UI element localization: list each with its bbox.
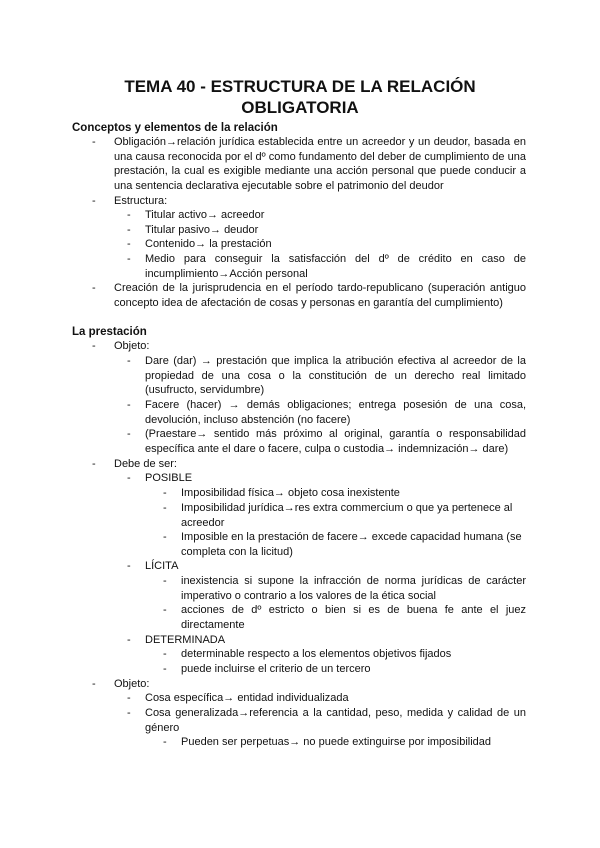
item-text: Objeto: bbox=[114, 678, 150, 690]
bullet-dash: - bbox=[163, 604, 167, 616]
list-item-objeto-2 bbox=[92, 677, 526, 692]
list-item-titular-pasivo bbox=[127, 223, 526, 238]
bullet-dash: - bbox=[92, 136, 96, 148]
bullet-dash: - bbox=[163, 736, 167, 748]
item-text: Imposible en la prestación de facere→ excede capacidad humana (se completa con la licitud) bbox=[181, 531, 522, 558]
item-text: Debe de ser: bbox=[114, 458, 177, 470]
list-item-perpetuas bbox=[163, 735, 526, 750]
bullet-dash: - bbox=[92, 195, 96, 207]
list-item-praestare bbox=[127, 427, 526, 456]
item-text: Medio para conseguir la satisfacción del dº de crédito en caso de incumplimiento→Acción personal bbox=[145, 253, 526, 280]
list-item-obligacion bbox=[92, 135, 526, 193]
list-item-creacion bbox=[92, 281, 526, 310]
item-text: Cosa generalizada→referencia a la cantidad, peso, medida y calidad de un género bbox=[145, 707, 526, 734]
list-item-imposibilidad-fisica bbox=[163, 486, 526, 501]
item-text: Facere (hacer) → demás obligaciones; entrega posesión de una cosa, devolución, incluso abstención (no facere) bbox=[145, 399, 526, 426]
item-text: Imposibilidad física→ objeto cosa inexistente bbox=[181, 487, 400, 499]
bullet-dash: - bbox=[127, 692, 131, 704]
list-item-medio bbox=[127, 252, 526, 281]
list-item-contenido bbox=[127, 237, 526, 252]
bullet-dash: - bbox=[127, 399, 131, 411]
item-text: LÍCITA bbox=[145, 560, 179, 572]
item-text: Dare (dar) → prestación que implica la atribución efectiva al acreedor de la propiedad de una cosa o la constitución de un derecho real limitado (usufructo, servidumbre) bbox=[145, 355, 526, 397]
item-text: Pueden ser perpetuas→ no puede extinguirse por imposibilidad bbox=[181, 736, 492, 748]
list-item-estructura bbox=[92, 194, 526, 209]
bullet-dash: - bbox=[127, 472, 131, 484]
list-item-licita bbox=[127, 559, 526, 574]
section-heading-conceptos: Conceptos y elementos de la relación bbox=[72, 122, 278, 134]
bullet-dash: - bbox=[127, 209, 131, 221]
list-item-criterio-tercero bbox=[163, 662, 526, 677]
bullet-dash: - bbox=[127, 634, 131, 646]
bullet-dash: - bbox=[92, 678, 96, 690]
list-item-facere bbox=[127, 398, 526, 427]
bullet-dash: - bbox=[163, 531, 167, 543]
list-item-posible bbox=[127, 471, 526, 486]
item-text: DETERMINADA bbox=[145, 634, 226, 646]
title-line-2: OBLIGATORIA bbox=[241, 98, 359, 117]
bullet-dash: - bbox=[127, 560, 131, 572]
bullet-dash: - bbox=[127, 238, 131, 250]
item-text: Obligación→relación jurídica establecida entre un acreedor y un deudor, basada en una causa reconocida por el dº como fundamento del deber de cumplimiento de una prestación, la cual es exigible mediante una acción personal que puede conducir a una sentencia declarativa ejecutable sobre el patrimonio del deudor bbox=[114, 136, 526, 192]
list-item-imposible-facere bbox=[163, 530, 526, 559]
item-text: Imposibilidad jurídica→res extra commercium o que ya pertenece al acreedor bbox=[181, 502, 513, 529]
bullet-dash: - bbox=[163, 502, 167, 514]
bullet-dash: - bbox=[163, 648, 167, 660]
item-text: Titular pasivo→ deudor bbox=[145, 224, 259, 236]
list-item-titular-activo bbox=[127, 208, 526, 223]
item-text: acciones de dº estricto o bien si es de buena fe ante el juez directamente bbox=[181, 604, 526, 631]
item-text: Contenido→ la prestación bbox=[145, 238, 272, 250]
list-item-determinada bbox=[127, 633, 526, 648]
list-item-dare bbox=[127, 354, 526, 398]
title-line-1: TEMA 40 - ESTRUCTURA DE LA RELACIÓN bbox=[124, 77, 476, 96]
item-text: Creación de la jurisprudencia en el período tardo-republicano (superación antiguo concepto idea de afectación de cosas y personas en garantía del cumplimiento) bbox=[114, 282, 526, 309]
bullet-dash: - bbox=[127, 355, 131, 367]
bullet-dash: - bbox=[127, 428, 131, 440]
bullet-dash: - bbox=[127, 707, 131, 719]
item-text: puede incluirse el criterio de un tercero bbox=[181, 663, 371, 675]
bullet-dash: - bbox=[92, 340, 96, 352]
bullet-dash: - bbox=[127, 224, 131, 236]
item-text: inexistencia si supone la infracción de norma jurídicas de carácter imperativo o contrario a los valores de la ética social bbox=[181, 575, 526, 602]
list-item-cosa-generalizada bbox=[127, 706, 526, 735]
item-text: (Praestare→ sentido más próximo al original, garantía o responsabilidad específica ante el dare o facere, culpa o custodia→ indemnización→ dare) bbox=[145, 428, 526, 455]
bullet-dash: - bbox=[92, 458, 96, 470]
list-item-inexistencia bbox=[163, 574, 526, 603]
section-heading-prestacion: La prestación bbox=[72, 326, 147, 338]
item-text: Objeto: bbox=[114, 340, 150, 352]
item-text: Titular activo→ acreedor bbox=[145, 209, 265, 221]
list-item-debe-de-ser bbox=[92, 457, 526, 472]
item-text: Cosa específica→ entidad individualizada bbox=[145, 692, 349, 704]
list-item-determinable bbox=[163, 647, 526, 662]
bullet-dash: - bbox=[127, 253, 131, 265]
list-item-imposibilidad-juridica bbox=[163, 501, 526, 530]
bullet-dash: - bbox=[163, 487, 167, 499]
item-text: determinable respecto a los elementos objetivos fijados bbox=[181, 648, 452, 660]
list-item-acciones bbox=[163, 603, 526, 632]
list-item-objeto bbox=[92, 339, 526, 354]
bullet-dash: - bbox=[92, 282, 96, 294]
bullet-dash: - bbox=[163, 663, 167, 675]
list-item-cosa-especifica bbox=[127, 691, 526, 706]
bullet-dash: - bbox=[163, 575, 167, 587]
item-text: Estructura: bbox=[114, 195, 168, 207]
item-text: POSIBLE bbox=[145, 472, 193, 484]
